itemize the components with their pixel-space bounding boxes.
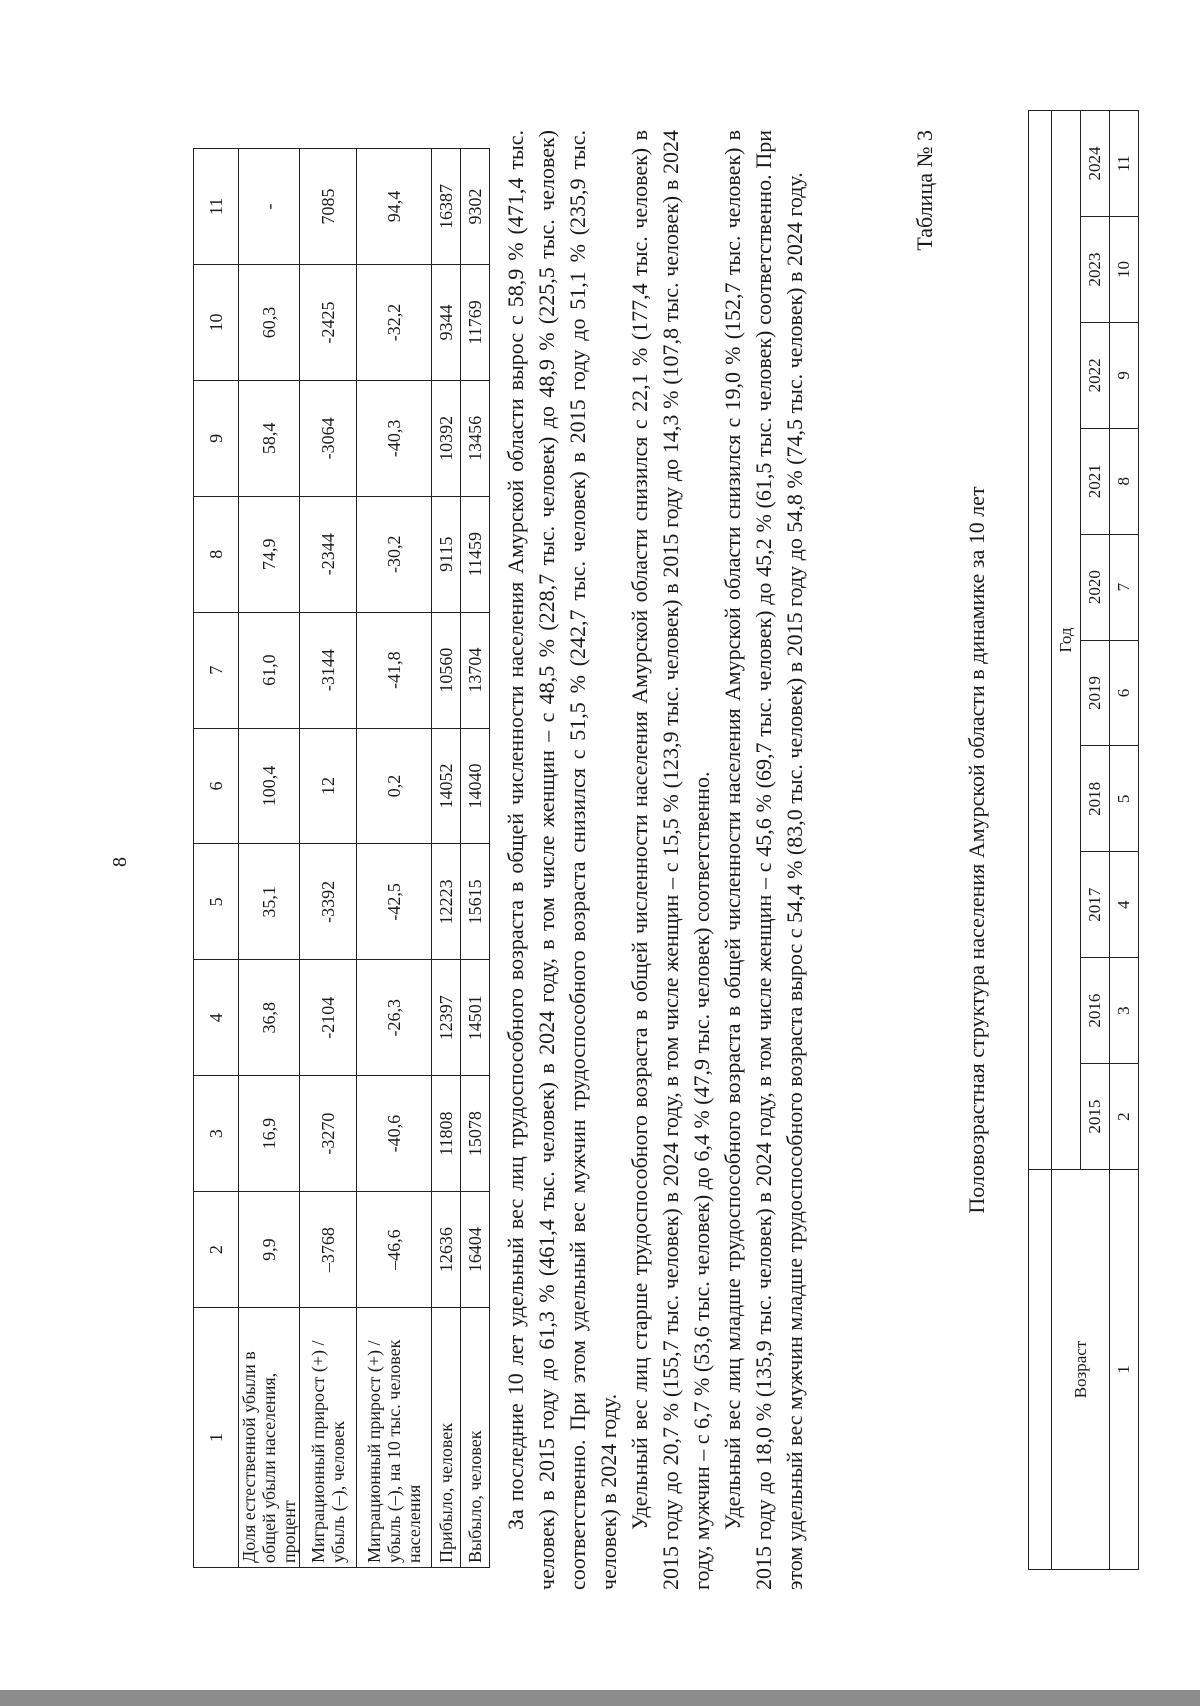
table-row xyxy=(432,149,461,1568)
year-cell: 2023 xyxy=(1081,216,1110,322)
table-cell: -42,5 xyxy=(357,844,432,960)
row-label: Миграционный прирост (+) / убыль (–), на 10 тыс. человек населения xyxy=(357,1308,432,1568)
body-text-block xyxy=(500,130,860,1590)
table-cell: 10392 xyxy=(432,380,461,496)
table-row xyxy=(300,149,357,1568)
table-cell: 16387 xyxy=(432,149,461,265)
table-cell: 9115 xyxy=(432,496,461,612)
table-cell: 16,9 xyxy=(239,1076,300,1192)
table-cell: -3270 xyxy=(300,1076,357,1192)
table-cell: 15615 xyxy=(461,844,490,960)
row-label: Доля естественной убыли в общей убыли населения, процент xyxy=(239,1308,300,1568)
table-caption xyxy=(910,130,989,1570)
row-label: Прибыло, человек xyxy=(432,1308,461,1568)
paragraph: За последние 10 лет удельный вес лиц трудоспособного возраста в общей численности населения Амурской области вырос с 58,9 % (471,4 тыс. человек) в 2015 году до 61,3 % (461,4 тыс. человек) в 2024 году, в том числе женщин – с 48,5 % (228,7 тыс. человек) до 48,9 % (225,5 тыс. человек) соответственно. При этом удельный вес мужчин трудоспособного возраста снизился с 51,5 % (242,7 тыс. человек) в 2015 году до 51,1 % (235,9 тыс. человек) в 2024 году. xyxy=(503,130,621,1590)
col-number-cell: 4 xyxy=(1110,852,1139,958)
table-cell: 74,9 xyxy=(239,496,300,612)
year-cell: 2015 xyxy=(1081,1064,1110,1170)
col-number-cell: 1 xyxy=(1110,1170,1139,1570)
col-number-cell: 3 xyxy=(1110,958,1139,1064)
table-number-row xyxy=(1110,111,1139,1570)
table-cell: 14501 xyxy=(461,960,490,1076)
table-cell: -2104 xyxy=(300,960,357,1076)
table-cell: 35,1 xyxy=(239,844,300,960)
table-cell: -30,2 xyxy=(357,496,432,612)
table-cell: 13704 xyxy=(461,612,490,728)
table-title: Половозрастная структура населения Амурской области в динамике за 10 лет xyxy=(964,486,989,1214)
col-number-cell: 5 xyxy=(1110,746,1139,852)
blank-cell xyxy=(1029,111,1052,1170)
table-cell: 94,4 xyxy=(357,149,432,265)
table-cell: 9,9 xyxy=(239,1192,300,1308)
age-header: Возраст xyxy=(1052,1170,1110,1570)
table-row xyxy=(239,149,300,1568)
header-cell: 9 xyxy=(194,380,239,496)
header-cell: 8 xyxy=(194,496,239,612)
table-cell: 12 xyxy=(300,728,357,844)
table-cell: 14040 xyxy=(461,728,490,844)
table-cell: 9344 xyxy=(432,264,461,380)
col-number-cell: 6 xyxy=(1110,640,1139,746)
table-cell: -40,3 xyxy=(357,380,432,496)
table-migration xyxy=(193,148,483,1568)
header-cell: 2 xyxy=(194,1192,239,1308)
table-cell: 12397 xyxy=(432,960,461,1076)
table-cell: 0,2 xyxy=(357,728,432,844)
table-cell: -40,6 xyxy=(357,1076,432,1192)
table-cell: -32,2 xyxy=(357,264,432,380)
table-cell: 100,4 xyxy=(239,728,300,844)
table-cell: -41,8 xyxy=(357,612,432,728)
table-cell: 12636 xyxy=(432,1192,461,1308)
table-cell: 11769 xyxy=(461,264,490,380)
header-cell: 10 xyxy=(194,264,239,380)
header-cell: 6 xyxy=(194,728,239,844)
row-label: Миграционный прирост (+) / убыль (–), человек xyxy=(300,1308,357,1568)
table-cell: -26,3 xyxy=(357,960,432,1076)
table-cell: -2344 xyxy=(300,496,357,612)
table-cell: 36,8 xyxy=(239,960,300,1076)
header-cell: 5 xyxy=(194,844,239,960)
table-age-structure xyxy=(1028,110,1133,1570)
table-cell: 60,3 xyxy=(239,264,300,380)
table-cell: 11808 xyxy=(432,1076,461,1192)
table-cell: 7085 xyxy=(300,149,357,265)
table-cell: 16404 xyxy=(461,1192,490,1308)
table-cell: -3144 xyxy=(300,612,357,728)
year-cell: 2019 xyxy=(1081,640,1110,746)
year-header: Год xyxy=(1052,111,1081,1170)
header-cell: 7 xyxy=(194,612,239,728)
year-cell: 2020 xyxy=(1081,534,1110,640)
col-number-cell: 2 xyxy=(1110,1064,1139,1170)
col-number-cell: 9 xyxy=(1110,322,1139,428)
table-cell: -2425 xyxy=(300,264,357,380)
col-number-cell: 8 xyxy=(1110,428,1139,534)
table-cell: 11459 xyxy=(461,496,490,612)
scan-bottom-edge xyxy=(0,1690,1200,1706)
table-cell: 13456 xyxy=(461,380,490,496)
table-number: Таблица № 3 xyxy=(912,130,937,251)
blank-cell xyxy=(1029,1170,1052,1570)
table-cell: 61,0 xyxy=(239,612,300,728)
year-cell: 2018 xyxy=(1081,746,1110,852)
year-cell: 2022 xyxy=(1081,322,1110,428)
table-cell: 10560 xyxy=(432,612,461,728)
year-cell: 2017 xyxy=(1081,852,1110,958)
paragraph: Удельный вес лиц младше трудоспособного возраста в общей численности населения Амурской области снизился с 19,0 % (152,7 тыс. человек) в 2015 году до 18,0 % (135,9 тыс. человек) в 2024 году, в том числе женщин – с 45,6 % (69,7 тыс. человек) до 45,2 % (61,5 тыс. человек) соответственно. При этом удельный вес мужчин младше трудоспособного возраста вырос с 54,4 % (83,0 тыс. человек) в 2015 году до 54,8 % (74,5 тыс. человек) в 2024 году. xyxy=(720,130,807,1590)
table-row xyxy=(461,149,490,1568)
col-number-cell: 7 xyxy=(1110,534,1139,640)
year-cell: 2021 xyxy=(1081,428,1110,534)
table-cell: 12223 xyxy=(432,844,461,960)
page-number: 8 xyxy=(109,857,131,867)
header-cell: 3 xyxy=(194,1076,239,1192)
table-cell: -3064 xyxy=(300,380,357,496)
table-cell: 14052 xyxy=(432,728,461,844)
header-cell: 4 xyxy=(194,960,239,1076)
table-cell: –46,6 xyxy=(357,1192,432,1308)
table-header-row xyxy=(194,149,239,1568)
year-cell: 2024 xyxy=(1081,111,1110,217)
col-number-cell: 11 xyxy=(1110,111,1139,217)
col-number-cell: 10 xyxy=(1110,216,1139,322)
table-cell: 9302 xyxy=(461,149,490,265)
table-cell: -3392 xyxy=(300,844,357,960)
paragraph: Удельный вес лиц старше трудоспособного возраста в общей численности населения Амурской области снизился с 22,1 % (177,4 тыс. человек) в 2015 году до 20,7 % (155,7 тыс. человек) в 2024 году, в том числе женщин – с 15,5 % (123,9 тыс. человек) в 2015 году до 14,3 % (107,8 тыс. человек) в 2024 году, мужчин – с 6,7 % (53,6 тыс. человек) до 6,4 % (47,9 тыс. человек) соответственно. xyxy=(627,130,714,1590)
table-cell: –3768 xyxy=(300,1192,357,1308)
table-cell: 15078 xyxy=(461,1076,490,1192)
row-label: Выбыло, человек xyxy=(461,1308,490,1568)
header-cell: 11 xyxy=(194,149,239,265)
table-header-row xyxy=(1029,111,1052,1570)
table-row xyxy=(357,149,432,1568)
year-cell: 2016 xyxy=(1081,958,1110,1064)
header-cell: 1 xyxy=(194,1308,239,1568)
table-cell: - xyxy=(239,149,300,265)
table-header-row xyxy=(1052,111,1081,1570)
table-cell: 58,4 xyxy=(239,380,300,496)
